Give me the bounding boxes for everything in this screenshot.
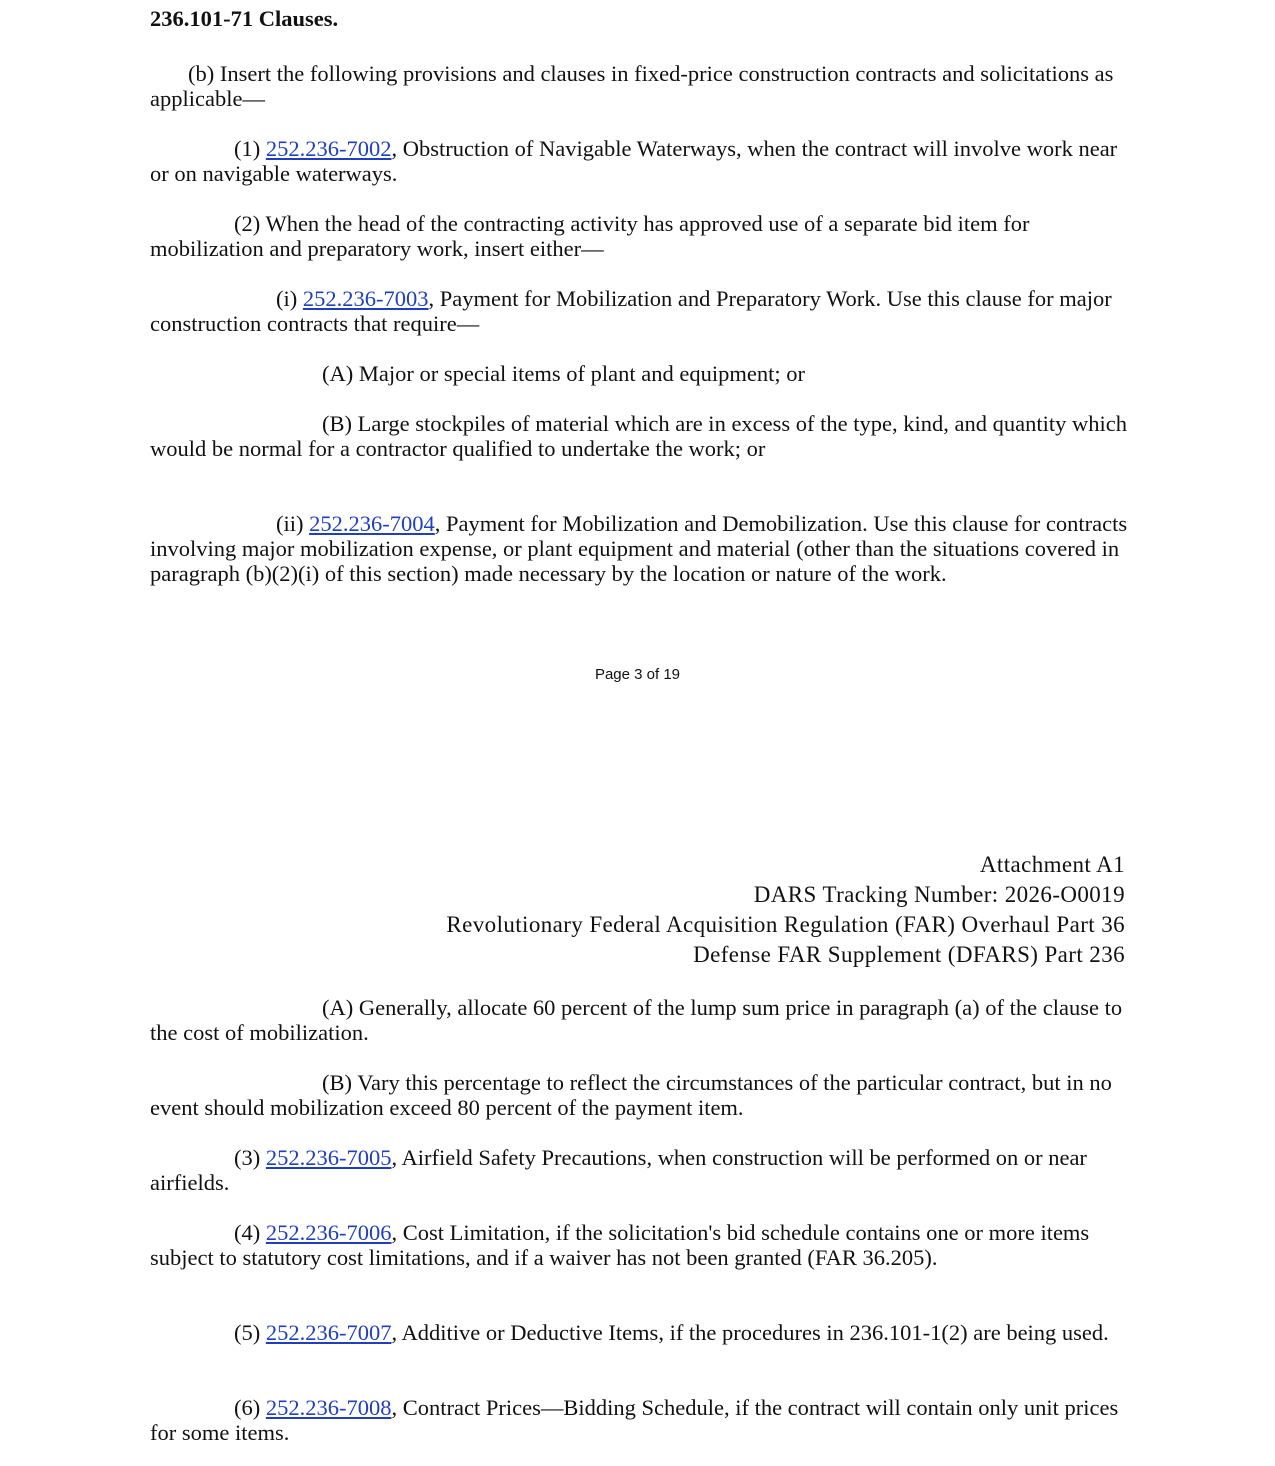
paragraph-b1 (150, 136, 1135, 186)
page-number: Page 3 of 19 (594, 666, 681, 683)
clause-link-7006[interactable]: 252.236-7006 (265, 1220, 392, 1245)
paragraph-number: (4) (234, 1220, 266, 1245)
clause-link-7008[interactable]: 252.236-7008 (265, 1395, 392, 1420)
paragraph-number: (1) (234, 136, 266, 161)
tracking-number-line: DARS Tracking Number: 2026-O0019 (753, 882, 1125, 907)
clause-link-7002[interactable]: 252.236-7002 (265, 136, 392, 161)
paragraph-number: (ii) (276, 511, 310, 536)
dfars-part-line: Defense FAR Supplement (DFARS) Part 236 (693, 942, 1125, 967)
paragraph-b2: (2) When the head of the contracting activity has approved use of a separate bid item for mobilization and preparatory work, insert either— (150, 211, 1030, 261)
paragraph-text: , Contract Prices—Bidding Schedule, if the contract will contain only unit prices for some items. (150, 1395, 1119, 1445)
paragraph-b2iiA: (A) Generally, allocate 60 percent of the lump sum price in paragraph (a) of the clause to the cost of mobilization. (150, 995, 1123, 1045)
clause-link-7005[interactable]: 252.236-7005 (265, 1145, 392, 1170)
paragraph-number: (6) (234, 1395, 266, 1420)
paragraph-text: , Airfield Safety Precautions, when construction will be performed on or near airfields. (150, 1145, 1087, 1195)
paragraph-b2i (150, 286, 1135, 336)
paragraph-b3 (150, 1145, 1135, 1195)
paragraph-b2iA: (A) Major or special items of plant and equipment; or (322, 361, 805, 386)
paragraph-b4 (150, 1220, 1135, 1270)
paragraph-number: (5) (234, 1320, 266, 1345)
paragraph-number: (i) (276, 286, 303, 311)
paragraph-text: , Obstruction of Navigable Waterways, when the contract will involve work near or on navigable waterways. (150, 136, 1118, 186)
paragraph-b2iiB: (B) Vary this percentage to reflect the circumstances of the particular contract, but in no event should mobilization exceed 80 percent of the payment item. (150, 1070, 1112, 1120)
section-heading: 236.101-71 Clauses. (150, 6, 339, 31)
paragraph-text: , Payment for Mobilization and Preparatory Work. Use this clause for major construction contracts that require— (150, 286, 1112, 336)
paragraph-number: (3) (234, 1145, 266, 1170)
paragraph-b2iB: (B) Large stockpiles of material which are in excess of the type, kind, and quantity which would be normal for a contractor qualified to undertake the work; or (150, 411, 1127, 461)
clause-link-7003[interactable]: 252.236-7003 (302, 286, 429, 311)
clause-link-7007[interactable]: 252.236-7007 (265, 1320, 392, 1345)
far-part-line: Revolutionary Federal Acquisition Regulation (FAR) Overhaul Part 36 (446, 912, 1125, 937)
paragraph-b: (b) Insert the following provisions and clauses in fixed-price construction contracts and solicitations as applicable— (150, 61, 1114, 111)
paragraph-b6 (150, 1395, 1135, 1445)
paragraph-text: , Additive or Deductive Items, if the procedures in 236.101-1(2) are being used. (391, 1320, 1109, 1345)
clause-link-7004[interactable]: 252.236-7004 (309, 511, 435, 536)
attachment-header (446, 850, 1125, 970)
paragraph-text: , Cost Limitation, if the solicitation's bid schedule contains one or more items subject to statutory cost limitations, and if a waiver has not been granted (FAR 36.205). (150, 1220, 1090, 1270)
attachment-line: Attachment A1 (979, 852, 1125, 877)
paragraph-text: , Payment for Mobilization and Demobilization. Use this clause for contracts involving major mobilization expense, or plant equipment and material (other than the situations covered in paragraph (b)(2)(i) of this section) made necessary by the location or nature of the work. (150, 511, 1128, 586)
paragraph-b2ii (150, 511, 1135, 586)
paragraph-b5 (150, 1320, 1135, 1345)
